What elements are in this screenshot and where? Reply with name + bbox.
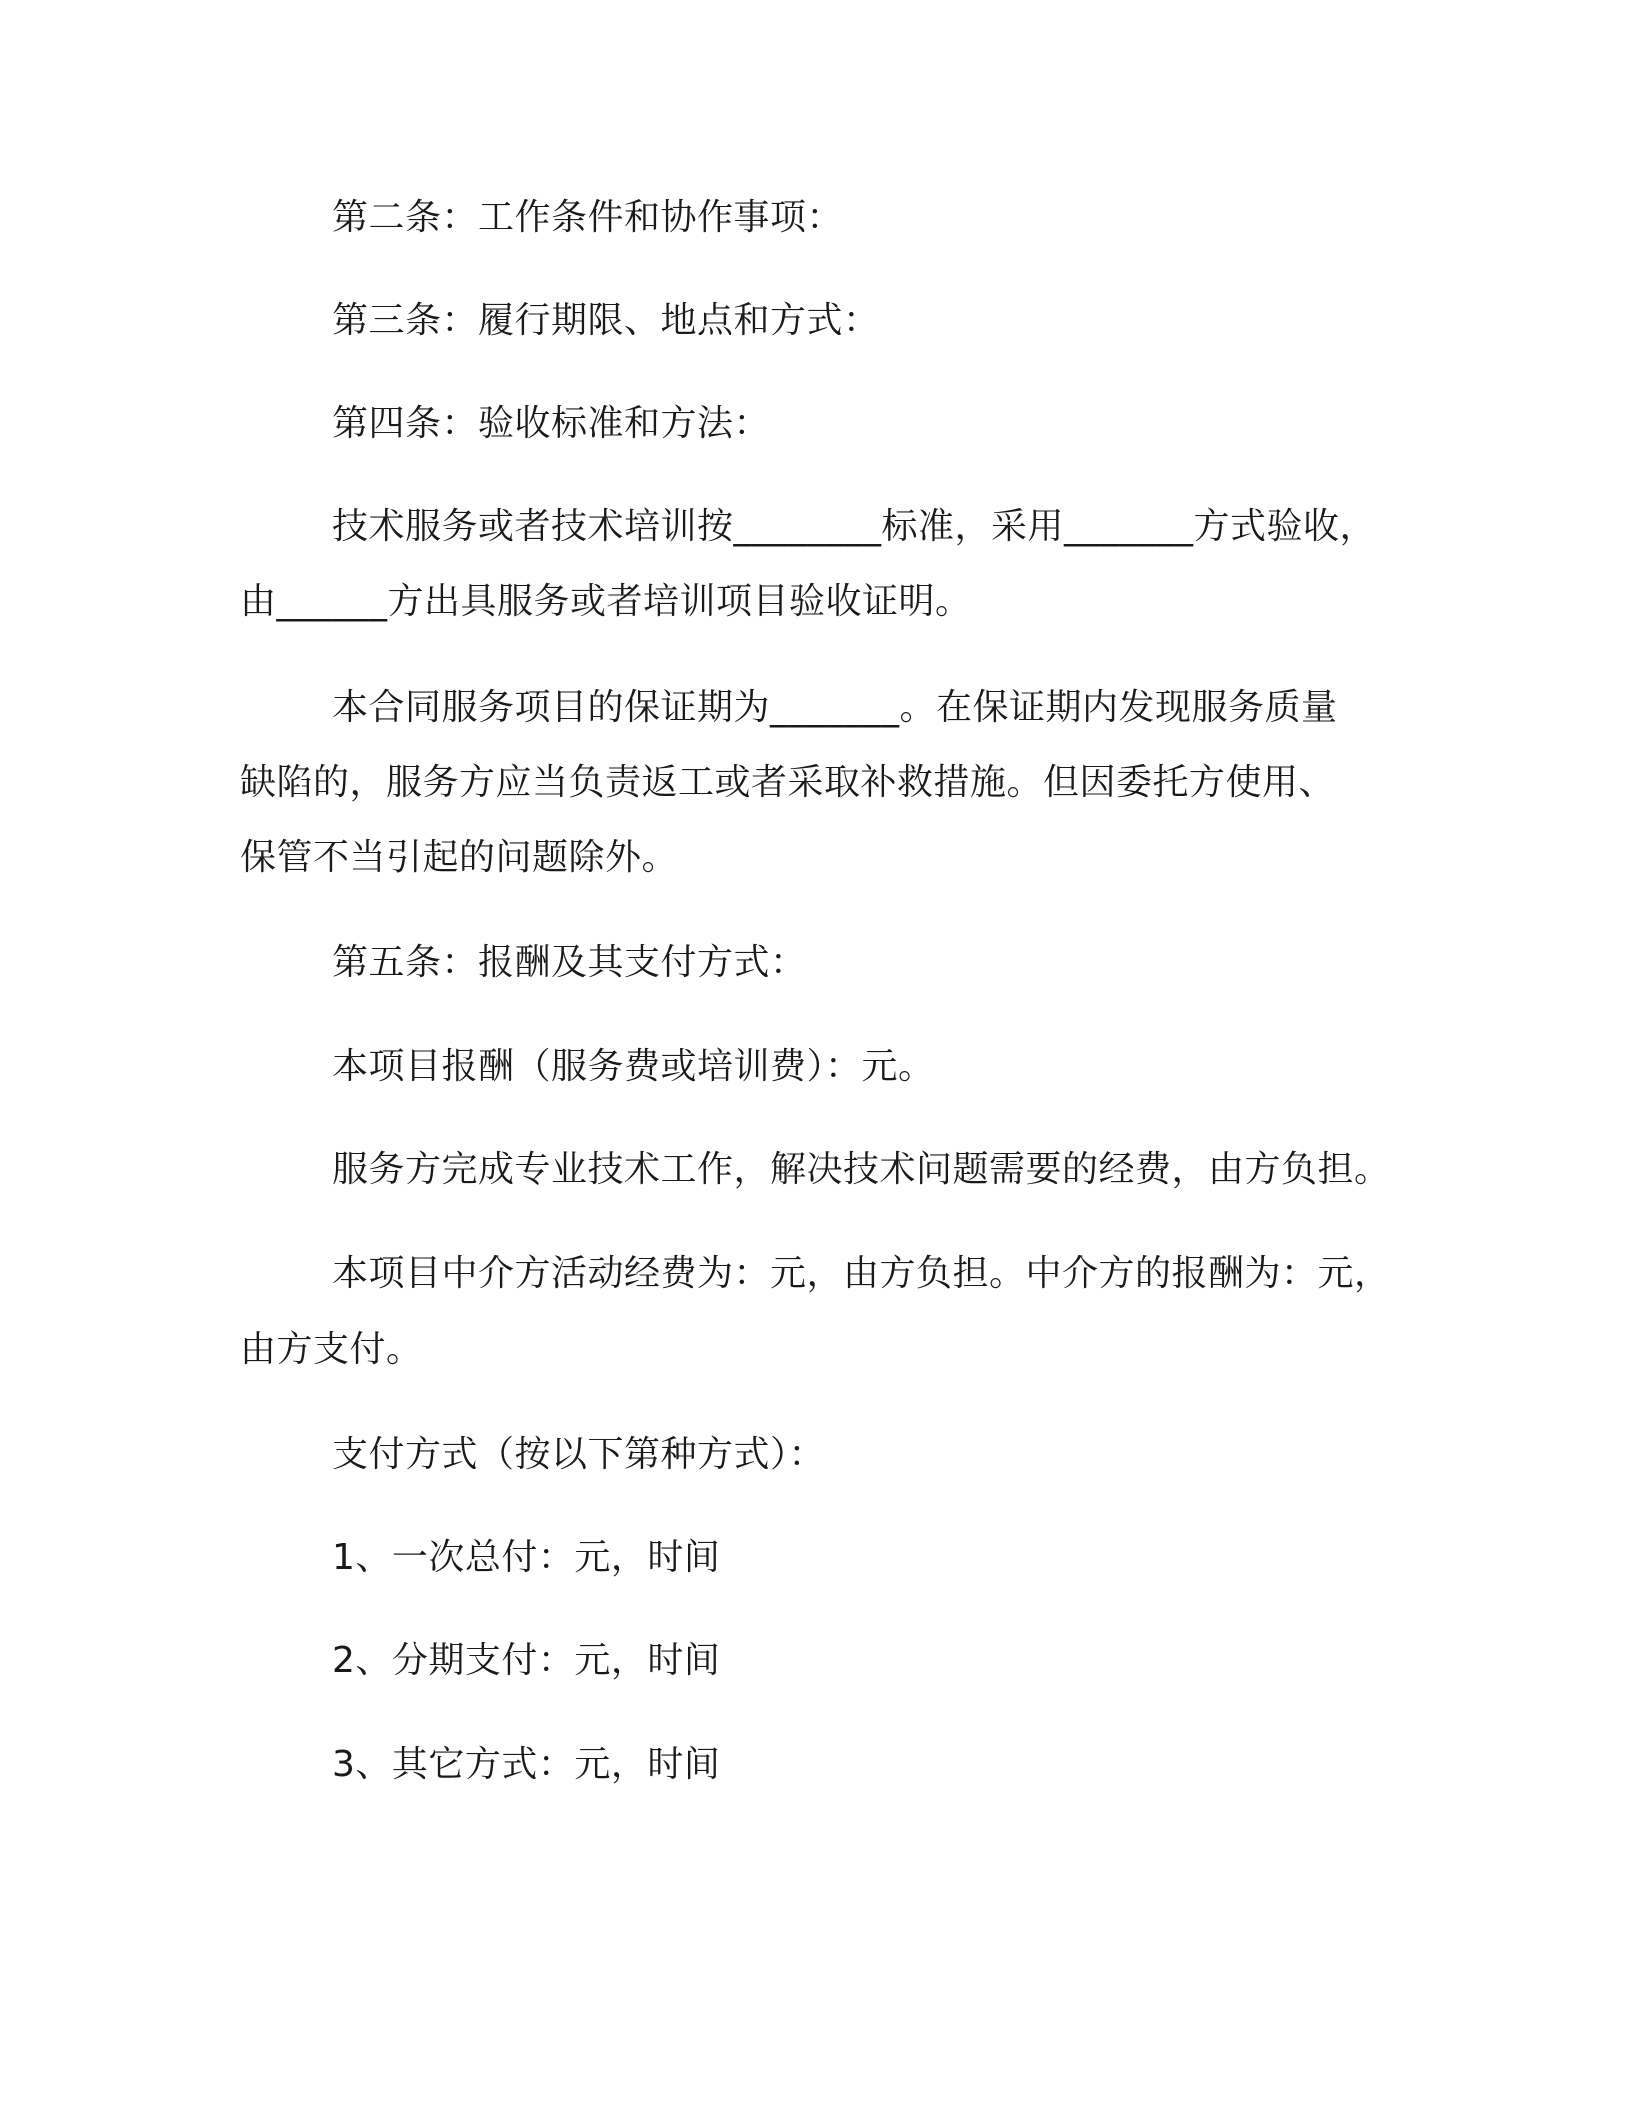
expenses-line: 服务方完成专业技术工作，解决技术问题需要的经费，由方负担。 xyxy=(332,1149,1391,1190)
warranty-paragraph-line-3: 保管不当引起的问题除外。 xyxy=(240,837,679,878)
payment-option-1: 1、一次总付：元，时间 xyxy=(332,1537,721,1578)
article-3-heading: 第三条：履行期限、地点和方式： xyxy=(332,300,880,341)
acceptance-paragraph-line-1: 技术服务或者技术培训按________标准，采用_______方式验收， xyxy=(332,506,1377,547)
remuneration-line: 本项目报酬（服务费或培训费）：元。 xyxy=(332,1046,935,1087)
payment-option-3: 3、其它方式：元，时间 xyxy=(332,1744,721,1785)
article-2-heading: 第二条：工作条件和协作事项： xyxy=(332,197,844,238)
payment-method-heading: 支付方式（按以下第种方式）： xyxy=(332,1434,826,1475)
warranty-paragraph-line-2: 缺陷的，服务方应当负责返工或者采取补救措施。但因委托方使用、 xyxy=(240,762,1336,803)
payment-option-2: 2、分期支付：元，时间 xyxy=(332,1640,721,1681)
warranty-paragraph-line-1: 本合同服务项目的保证期为_______。在保证期内发现服务质量 xyxy=(332,687,1338,728)
intermediary-paragraph-line-1: 本项目中介方活动经费为：元，由方负担。中介方的报酬为：元， xyxy=(332,1253,1391,1294)
acceptance-paragraph-line-2: 由______方出具服务或者培训项目验收证明。 xyxy=(240,581,972,622)
article-5-heading: 第五条：报酬及其支付方式： xyxy=(332,942,807,983)
article-4-heading: 第四条：验收标准和方法： xyxy=(332,403,771,444)
intermediary-paragraph-line-2: 由方支付。 xyxy=(240,1329,423,1370)
